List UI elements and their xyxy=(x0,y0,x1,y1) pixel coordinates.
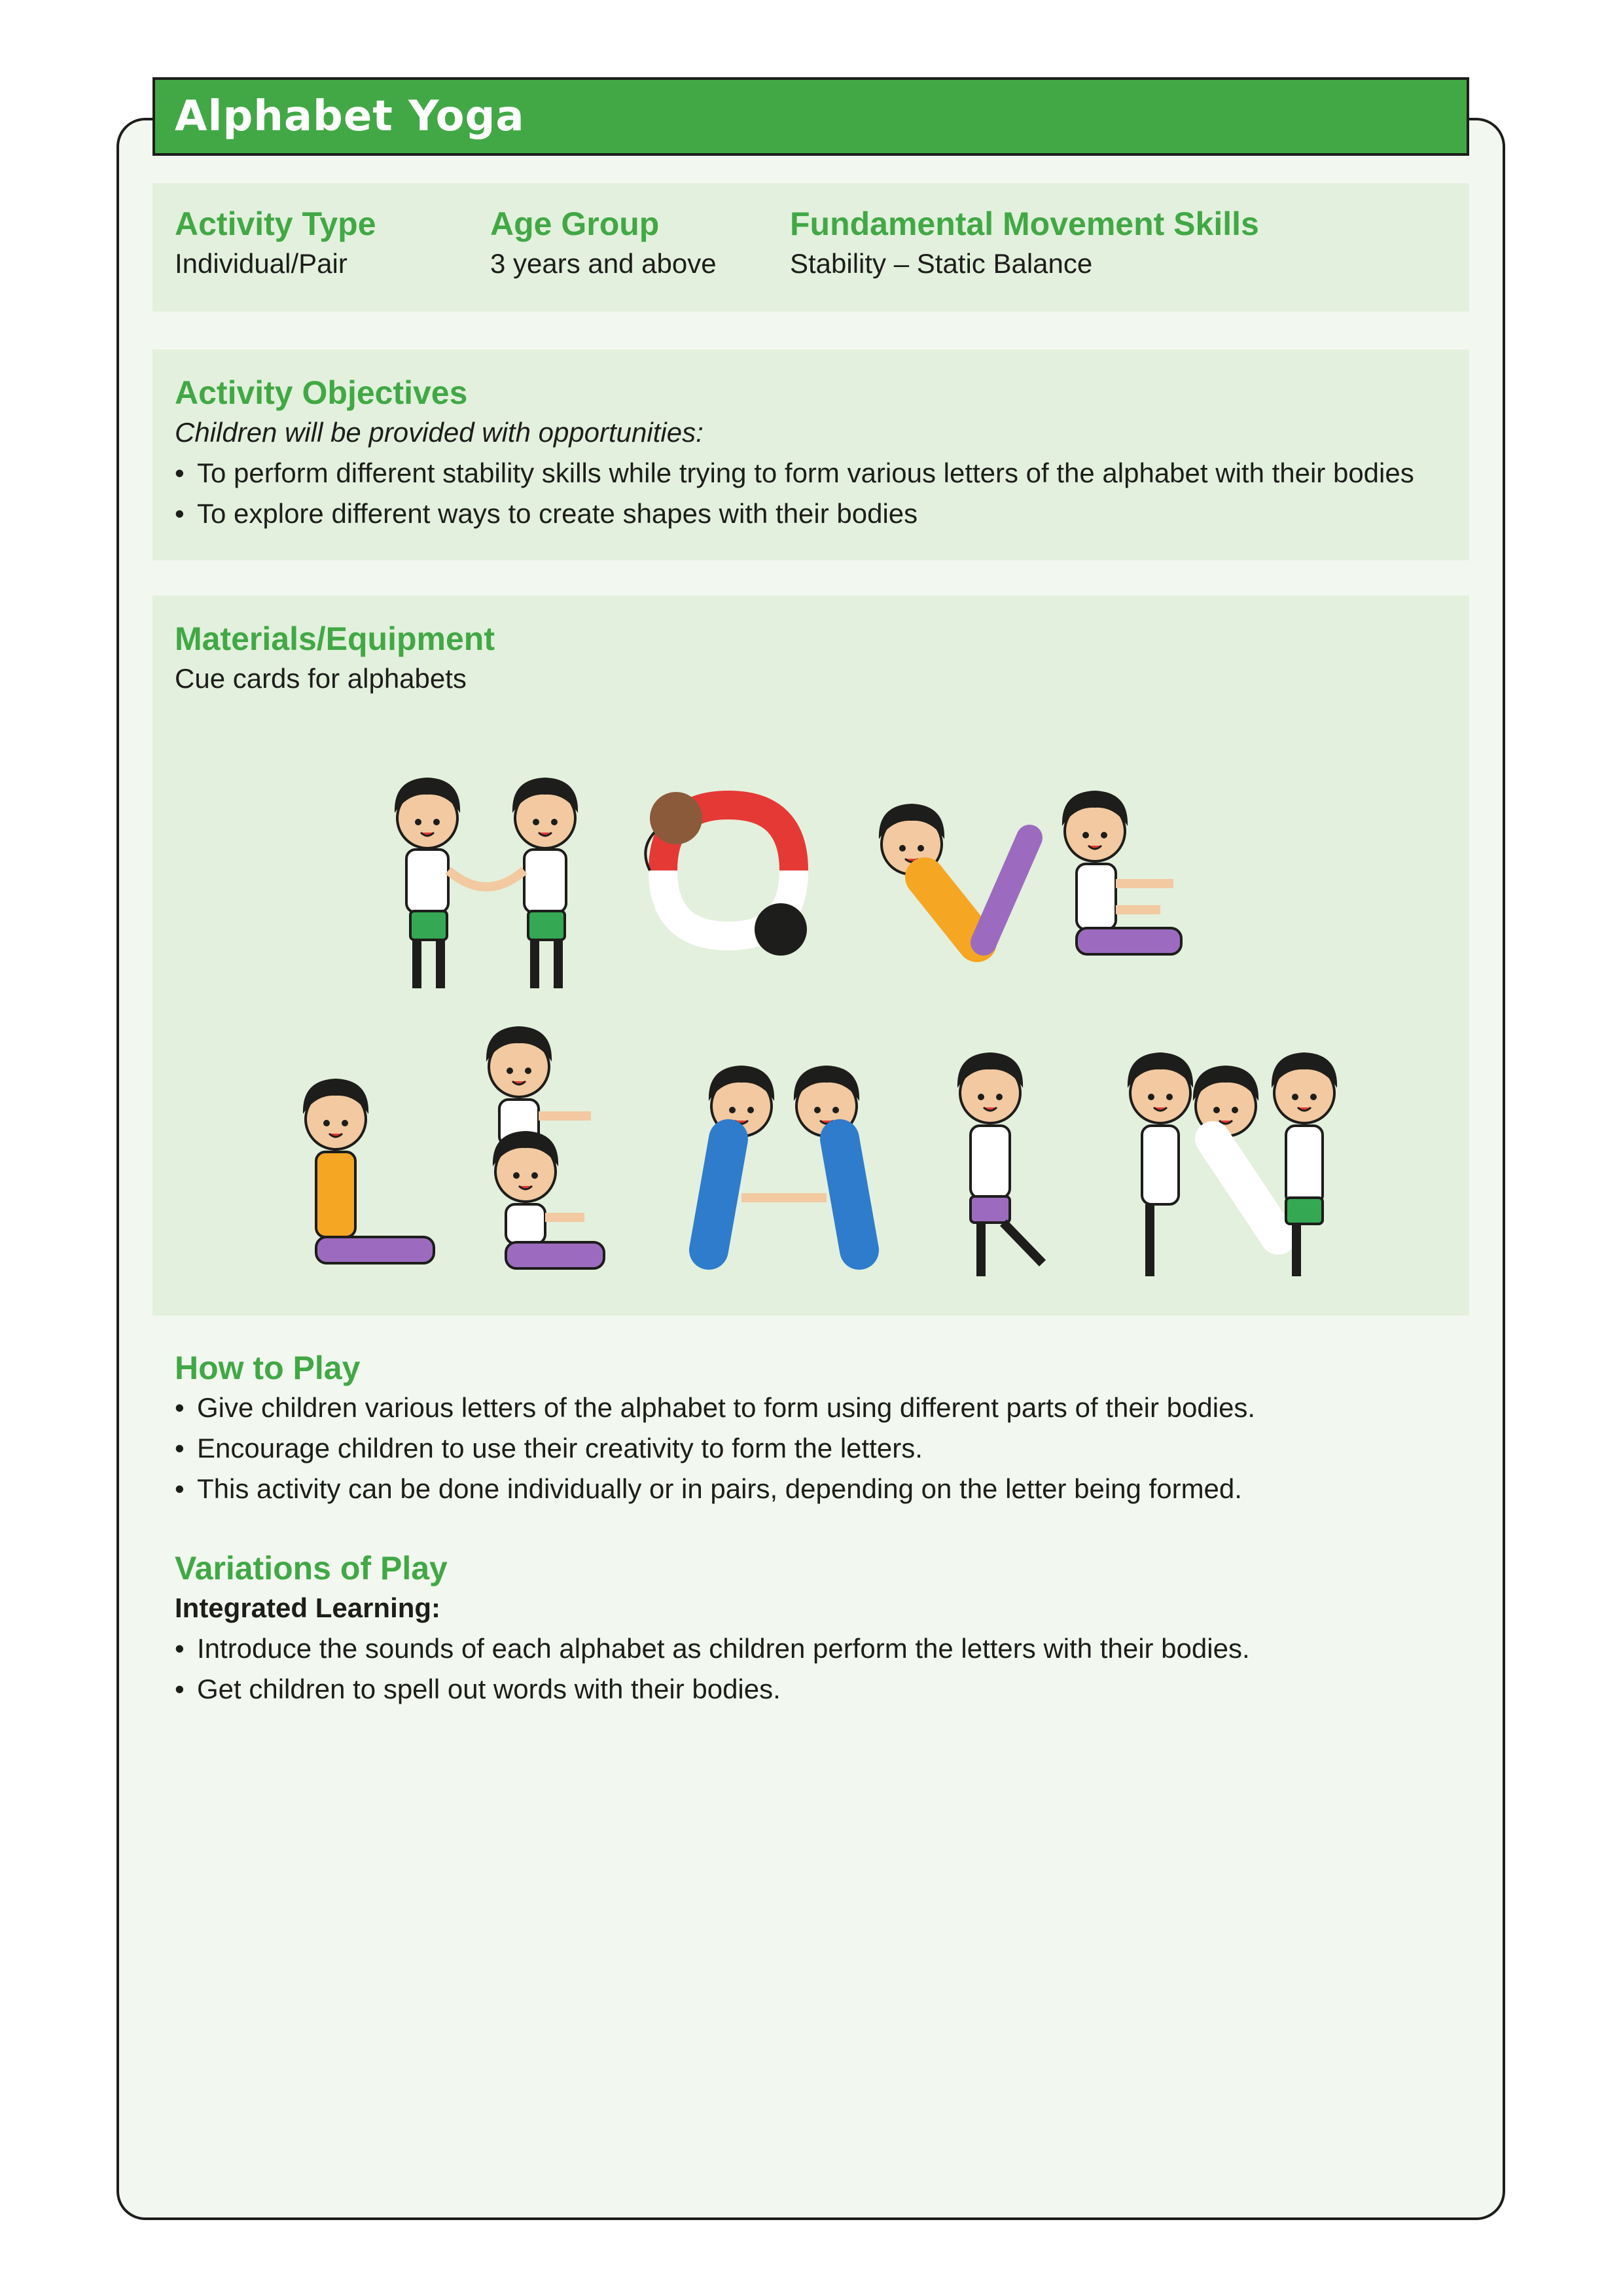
children-spelling-love-learn-illustration xyxy=(152,740,1469,1302)
title-bar xyxy=(152,77,1469,156)
page-title: Alphabet Yoga xyxy=(175,92,525,141)
age-group-block xyxy=(490,204,717,284)
variations-section xyxy=(175,1549,1457,1710)
letter-l-figure xyxy=(303,1079,434,1263)
materials-heading: Materials/Equipment xyxy=(175,620,495,657)
objectives-heading: Activity Objectives xyxy=(175,374,468,411)
objective-item: • To explore different ways to create shapes with their bodies xyxy=(175,493,1450,534)
activity-type-value: Individual/Pair xyxy=(175,248,348,279)
integrated-learning-label: Integrated Learning: xyxy=(175,1592,441,1623)
activity-info-panel xyxy=(152,183,1469,312)
variations-heading: Variations of Play xyxy=(175,1550,448,1587)
objectives-intro: Children will be provided with opportunities: xyxy=(175,417,704,448)
letter-r-figure xyxy=(957,1052,1043,1276)
letter-o-figures xyxy=(645,792,807,956)
objectives-panel xyxy=(152,350,1469,560)
activity-type-label: Activity Type xyxy=(175,206,376,242)
movement-skills-value: Stability – Static Balance xyxy=(790,248,1093,279)
how-to-play-list xyxy=(175,1388,1457,1509)
age-group-value: 3 years and above xyxy=(490,248,717,279)
letter-e-figure xyxy=(1062,791,1181,954)
how-to-play-item: • Encourage children to use their creativity to form the letters. xyxy=(175,1428,1457,1469)
materials-panel xyxy=(152,596,1469,1316)
objective-item: • To perform different stability skills while trying to form various letters of the alphabet with their bodies xyxy=(175,453,1450,493)
activity-type-block xyxy=(175,204,376,284)
variations-list xyxy=(175,1628,1457,1710)
letter-v-figure xyxy=(879,804,1029,942)
how-to-play-heading: How to Play xyxy=(175,1350,361,1386)
movement-skills-block xyxy=(790,204,1259,284)
how-to-play-item: • Give children various letters of the alphabet to form using different parts of their bodies. xyxy=(175,1388,1457,1428)
age-group-label: Age Group xyxy=(490,206,660,242)
letter-h-figures xyxy=(395,778,578,988)
materials-text: Cue cards for alphabets xyxy=(175,663,467,694)
letter-a-figures xyxy=(709,1066,859,1250)
objectives-list xyxy=(175,453,1450,534)
how-to-play-item: • This activity can be done individually or in pairs, depending on the letter being formed. xyxy=(175,1469,1457,1509)
letter-n-figures xyxy=(1128,1052,1337,1276)
movement-skills-label: Fundamental Movement Skills xyxy=(790,206,1259,242)
how-to-play-section xyxy=(175,1348,1457,1509)
variation-item: • Introduce the sounds of each alphabet as children perform the letters with their bodies. xyxy=(175,1628,1457,1669)
variation-item: • Get children to spell out words with their bodies. xyxy=(175,1669,1457,1710)
letter-e-pair-figures xyxy=(486,1026,604,1268)
